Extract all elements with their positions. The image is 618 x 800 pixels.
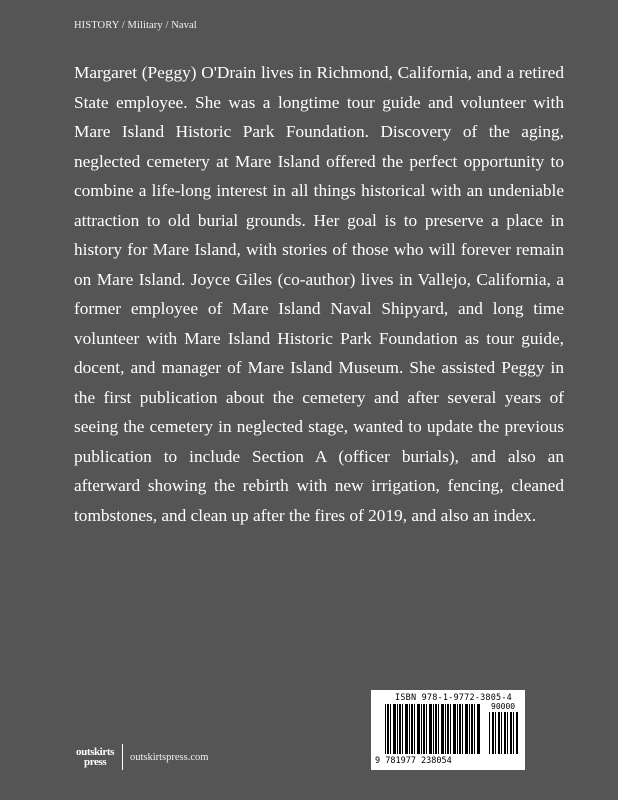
barcode-addon-number: 90000: [491, 702, 516, 711]
logo-line-1: outskirts: [76, 746, 114, 758]
barcode-bars: [385, 704, 481, 754]
publisher-logo: [76, 747, 114, 767]
author-blurb: Margaret (Peggy) O'Drain lives in Richmond, California, and a retired State employee. She was a longtime tour guide and volunteer with Mare Island Historic Park Foundation. Discovery of the aging, neglected cemetery at Mare Island offered the perfect opportunity to combine a life-long interest in all things historical with an undeniable attraction to old burial grounds. Her goal is to preserve a place in history for Mare Island, with stories of those who will forever remain on Mare Island. Joyce Giles (co-author) lives in Vallejo, California, a former employee of Mare Island Naval Shipyard, and long time volunteer with Mare Island Historic Park Foundation as tour guide, docent, and manager of Mare Island Museum. She assisted Peggy in the first publication about the cemetery and after several years of seeing the cemetery in neglected stage, wanted to update the previous publication to include Section A (officer burials), and also an afterward showing the rebirth with new irrigation, fencing, cleaned tombstones, and clean up after the fires of 2019, and also an index.: [74, 63, 564, 525]
logo-line-2: press: [84, 756, 107, 768]
publisher-website: outskirtspress.com: [129, 751, 209, 763]
publisher-divider: [122, 744, 123, 770]
publisher-block: [76, 744, 208, 770]
barcode-addon-bars: [489, 712, 519, 754]
category-label: HISTORY / Military / Naval: [74, 20, 197, 31]
isbn-text: ISBN 978-1-9772-3805-4: [395, 693, 512, 703]
isbn-barcode: [371, 690, 525, 770]
barcode-digits: 9 781977 238054: [375, 756, 452, 766]
